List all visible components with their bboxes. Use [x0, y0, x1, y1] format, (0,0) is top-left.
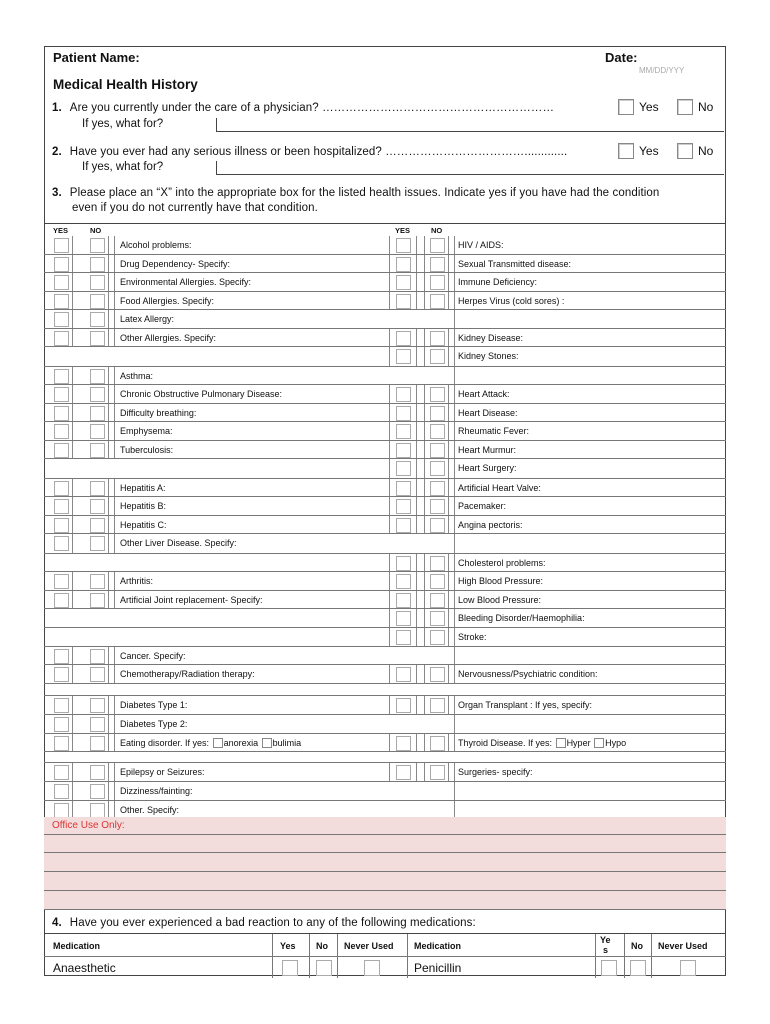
- right-no-checkbox[interactable]: [430, 294, 445, 309]
- condition-label: Food Allergies. Specify:: [120, 295, 215, 306]
- right-no-checkbox[interactable]: [430, 424, 445, 439]
- hyper-checkbox[interactable]: [556, 738, 566, 748]
- never-used-header: Never Used: [344, 941, 394, 951]
- left-no-checkbox[interactable]: [90, 649, 105, 664]
- condition-label: Rheumatic Fever:: [458, 426, 530, 436]
- left-no-checkbox[interactable]: [90, 574, 105, 589]
- left-yes-checkbox[interactable]: [54, 387, 69, 402]
- q1-answer-field[interactable]: [216, 118, 724, 132]
- condition-label: Artificial Heart Valve:: [458, 482, 541, 493]
- left-yes-checkbox[interactable]: [54, 717, 69, 732]
- no-header-2: No: [631, 941, 643, 951]
- condition-label: Drug Dependency- Specify:: [120, 258, 231, 269]
- left-yes-checkbox[interactable]: [54, 593, 69, 608]
- right-yes-checkbox[interactable]: [396, 387, 411, 402]
- right-no-checkbox[interactable]: [430, 765, 445, 780]
- grid-header-row: [44, 223, 726, 236]
- question-4: 4. Have you ever experienced a bad reaction to any of the following medications:: [52, 917, 476, 929]
- office-use-row[interactable]: [44, 853, 726, 872]
- right-no-checkbox[interactable]: [430, 481, 445, 496]
- condition-label: Other Allergies. Specify:: [120, 332, 217, 343]
- condition-row: [44, 684, 726, 696]
- condition-row: [44, 628, 726, 647]
- left-yes-checkbox[interactable]: [54, 275, 69, 290]
- condition-row: [44, 385, 726, 404]
- condition-row: [44, 404, 726, 423]
- office-use-row[interactable]: [44, 891, 726, 910]
- condition-label: Asthma:: [120, 370, 154, 381]
- no-header: No: [316, 941, 328, 951]
- right-no-checkbox[interactable]: [430, 593, 445, 608]
- left-no-checkbox[interactable]: [90, 406, 105, 421]
- hypo-checkbox[interactable]: [594, 738, 604, 748]
- right-no-checkbox[interactable]: [430, 406, 445, 421]
- condition-row: [44, 752, 726, 763]
- condition-label: Hepatitis C:: [120, 519, 167, 530]
- anaesthetic-yes-checkbox[interactable]: [282, 960, 298, 976]
- condition-label: Kidney Stones:: [458, 351, 519, 361]
- condition-row: [44, 441, 726, 460]
- condition-row: [44, 497, 726, 516]
- condition-row: [44, 715, 726, 734]
- left-no-checkbox[interactable]: [90, 765, 105, 780]
- question-2: 2. Have you ever had any serious illness or been hospitalized? ……………………………….............: [52, 146, 568, 158]
- condition-label: Dizziness/fainting:: [120, 786, 193, 796]
- left-yes-checkbox[interactable]: [54, 698, 69, 713]
- date-format-hint: MM/DD/YYY: [639, 66, 685, 75]
- condition-row: [44, 255, 726, 274]
- right-yes-checkbox[interactable]: [396, 574, 411, 589]
- right-yes-checkbox[interactable]: [396, 698, 411, 713]
- right-no-checkbox[interactable]: [430, 574, 445, 589]
- condition-label: Low Blood Pressure:: [458, 594, 542, 605]
- patient-name-label: Patient Name:: [53, 50, 140, 65]
- condition-label: Heart Murmur:: [458, 444, 517, 455]
- condition-row: [44, 734, 726, 753]
- question-1: 1. Are you currently under the care of a physician? ……………………………………………………: [52, 102, 555, 114]
- right-yes-checkbox[interactable]: [396, 499, 411, 514]
- left-no-checkbox[interactable]: [90, 698, 105, 713]
- right-no-checkbox[interactable]: [430, 667, 445, 682]
- condition-row: [44, 554, 726, 573]
- condition-row: [44, 236, 726, 255]
- right-yes-header: YES: [395, 226, 411, 235]
- left-yes-checkbox[interactable]: [54, 574, 69, 589]
- condition-label: Pacemaker:: [458, 501, 507, 511]
- left-yes-checkbox[interactable]: [54, 257, 69, 272]
- medication-header-2: Medication: [414, 941, 462, 951]
- left-no-checkbox[interactable]: [90, 294, 105, 309]
- condition-row: [44, 292, 726, 311]
- office-use-row[interactable]: [44, 872, 726, 891]
- condition-label: Hepatitis A:: [120, 482, 166, 493]
- anorexia-checkbox[interactable]: [213, 738, 223, 748]
- right-yes-checkbox[interactable]: [396, 630, 411, 645]
- right-no-checkbox[interactable]: [430, 443, 445, 458]
- condition-label: Chemotherapy/Radiation therapy:: [120, 669, 255, 679]
- condition-row: [44, 459, 726, 479]
- condition-label: Tuberculosis:: [120, 444, 174, 455]
- right-yes-checkbox[interactable]: [396, 481, 411, 496]
- condition-row: [44, 647, 726, 666]
- left-yes-checkbox[interactable]: [54, 443, 69, 458]
- condition-label: Surgeries- specify:: [458, 767, 533, 777]
- condition-row: [44, 422, 726, 441]
- office-use-label: Office Use Only:: [52, 820, 125, 831]
- condition-row: [44, 782, 726, 801]
- condition-label: Arthritis:: [120, 576, 154, 586]
- right-yes-checkbox[interactable]: [396, 556, 411, 571]
- left-no-checkbox[interactable]: [90, 717, 105, 732]
- condition-row: [44, 665, 726, 684]
- condition-label: Diabetes Type 2:: [120, 719, 188, 729]
- medication-name: Penicillin: [414, 961, 462, 975]
- condition-label: Nervousness/Psychiatric condition:: [458, 669, 598, 679]
- left-no-header: NO: [90, 226, 102, 235]
- office-use-row[interactable]: [44, 835, 726, 853]
- left-yes-checkbox[interactable]: [54, 238, 69, 253]
- penicillin-yes-checkbox[interactable]: [601, 960, 617, 976]
- condition-label: Cancer. Specify:: [120, 650, 186, 661]
- condition-row: [44, 572, 726, 591]
- left-yes-checkbox[interactable]: [54, 736, 69, 751]
- right-yes-checkbox[interactable]: [396, 518, 411, 533]
- left-yes-checkbox[interactable]: [54, 499, 69, 514]
- left-yes-checkbox[interactable]: [54, 784, 69, 799]
- right-no-checkbox[interactable]: [430, 499, 445, 514]
- condition-row: [44, 609, 726, 628]
- right-yes-checkbox[interactable]: [396, 294, 411, 309]
- condition-label: Immune Deficiency:: [458, 277, 538, 287]
- right-yes-checkbox[interactable]: [396, 443, 411, 458]
- anaesthetic-never-checkbox[interactable]: [364, 960, 380, 976]
- right-no-checkbox[interactable]: [430, 736, 445, 751]
- left-no-checkbox[interactable]: [90, 312, 105, 327]
- condition-row: [44, 329, 726, 348]
- condition-label: Other. Specify:: [120, 804, 180, 815]
- condition-label: Chronic Obstructive Pulmonary Disease:: [120, 389, 283, 399]
- left-no-checkbox[interactable]: [90, 481, 105, 496]
- left-yes-checkbox[interactable]: [54, 331, 69, 346]
- right-yes-checkbox[interactable]: [396, 331, 411, 346]
- left-yes-checkbox[interactable]: [54, 803, 69, 818]
- left-no-checkbox[interactable]: [90, 238, 105, 253]
- left-yes-checkbox[interactable]: [54, 369, 69, 384]
- left-no-checkbox[interactable]: [90, 536, 105, 551]
- condition-label: High Blood Pressure:: [458, 576, 544, 586]
- right-yes-checkbox[interactable]: [396, 349, 411, 364]
- condition-row: [44, 347, 726, 367]
- right-yes-checkbox[interactable]: [396, 461, 411, 476]
- condition-label: Diabetes Type 1:: [120, 700, 188, 710]
- condition-label: Difficulty breathing:: [120, 407, 197, 418]
- q1-yes-checkbox[interactable]: Yes: [618, 99, 659, 115]
- eating-disorder-label: Eating disorder. If yes: anorexia bulimia: [120, 737, 302, 748]
- condition-label: Epilepsy or Seizures:: [120, 767, 205, 777]
- left-yes-checkbox[interactable]: [54, 518, 69, 533]
- left-no-checkbox[interactable]: [90, 803, 105, 818]
- q1-no-checkbox[interactable]: No: [677, 99, 713, 115]
- left-yes-checkbox[interactable]: [54, 424, 69, 439]
- condition-row: [44, 273, 726, 292]
- right-yes-checkbox[interactable]: [396, 238, 411, 253]
- right-no-checkbox[interactable]: [430, 331, 445, 346]
- left-no-checkbox[interactable]: [90, 257, 105, 272]
- right-yes-checkbox[interactable]: [396, 257, 411, 272]
- condition-row: [44, 591, 726, 610]
- condition-row: [44, 310, 726, 329]
- left-yes-header: YES: [53, 226, 69, 235]
- condition-label: Latex Allergy:: [120, 314, 175, 324]
- left-no-checkbox[interactable]: [90, 784, 105, 799]
- right-no-checkbox[interactable]: [430, 275, 445, 290]
- left-no-checkbox[interactable]: [90, 369, 105, 384]
- left-no-checkbox[interactable]: [90, 443, 105, 458]
- condition-label: Kidney Disease:: [458, 332, 524, 343]
- condition-row: [44, 479, 726, 498]
- right-no-checkbox[interactable]: [430, 461, 445, 476]
- right-no-checkbox[interactable]: [430, 518, 445, 533]
- condition-row: [44, 516, 726, 535]
- condition-row: [44, 763, 726, 782]
- condition-label: Sexual Transmitted disease:: [458, 258, 572, 269]
- left-yes-checkbox[interactable]: [54, 649, 69, 664]
- medications-table: [44, 933, 726, 975]
- condition-label: Heart Surgery:: [458, 463, 517, 473]
- yes-header: Yes: [280, 941, 296, 951]
- right-no-checkbox[interactable]: [430, 630, 445, 645]
- condition-label: Emphysema:: [120, 426, 173, 436]
- never-used-header-2: Never Used: [658, 941, 708, 951]
- right-no-checkbox[interactable]: [430, 387, 445, 402]
- right-yes-checkbox[interactable]: [396, 593, 411, 608]
- left-yes-checkbox[interactable]: [54, 294, 69, 309]
- right-yes-checkbox[interactable]: [396, 667, 411, 682]
- condition-label: HIV / AIDS:: [458, 240, 504, 250]
- condition-label: Alcohol problems:: [120, 240, 192, 250]
- yes-header-2b: s: [603, 945, 609, 955]
- office-use-row: [44, 817, 726, 835]
- medication-name: Anaesthetic: [53, 961, 116, 975]
- condition-label: Bleeding Disorder/Haemophilia:: [458, 613, 585, 623]
- right-no-checkbox[interactable]: [430, 556, 445, 571]
- q1-if-yes-label: If yes, what for?: [82, 118, 164, 130]
- right-no-checkbox[interactable]: [430, 698, 445, 713]
- condition-label: Angina pectoris:: [458, 519, 523, 530]
- left-no-checkbox[interactable]: [90, 736, 105, 751]
- left-yes-checkbox[interactable]: [54, 667, 69, 682]
- q2-no-checkbox[interactable]: No: [677, 143, 713, 159]
- left-yes-checkbox[interactable]: [54, 312, 69, 327]
- q2-if-yes-label: If yes, what for?: [82, 161, 164, 173]
- right-yes-checkbox[interactable]: [396, 275, 411, 290]
- left-no-checkbox[interactable]: [90, 275, 105, 290]
- left-yes-checkbox[interactable]: [54, 406, 69, 421]
- left-yes-checkbox[interactable]: [54, 536, 69, 551]
- left-no-checkbox[interactable]: [90, 331, 105, 346]
- left-yes-checkbox[interactable]: [54, 481, 69, 496]
- right-yes-checkbox[interactable]: [396, 424, 411, 439]
- penicillin-no-checkbox[interactable]: [630, 960, 646, 976]
- left-no-checkbox[interactable]: [90, 424, 105, 439]
- right-yes-checkbox[interactable]: [396, 736, 411, 751]
- anaesthetic-no-checkbox[interactable]: [316, 960, 332, 976]
- thyroid-disease-label: Thyroid Disease. If yes: Hyper Hypo: [458, 737, 627, 748]
- yes-header-2: Ye: [600, 935, 611, 945]
- condition-row: [44, 696, 726, 715]
- right-no-header: NO: [431, 226, 443, 235]
- right-no-checkbox[interactable]: [430, 257, 445, 272]
- condition-label: Other Liver Disease. Specify:: [120, 538, 237, 548]
- penicillin-never-checkbox[interactable]: [680, 960, 696, 976]
- right-no-checkbox[interactable]: [430, 238, 445, 253]
- condition-label: Hepatitis B:: [120, 501, 167, 511]
- medication-header: Medication: [53, 941, 101, 951]
- date-label: Date:: [605, 50, 638, 65]
- bulimia-checkbox[interactable]: [262, 738, 272, 748]
- right-yes-checkbox[interactable]: [396, 765, 411, 780]
- left-no-checkbox[interactable]: [90, 499, 105, 514]
- left-no-checkbox[interactable]: [90, 518, 105, 533]
- condition-label: Organ Transplant : If yes, specify:: [458, 700, 593, 710]
- condition-label: Stroke:: [458, 631, 487, 642]
- right-yes-checkbox[interactable]: [396, 406, 411, 421]
- q2-yes-checkbox[interactable]: Yes: [618, 143, 659, 159]
- condition-label: Cholesterol problems:: [458, 557, 546, 568]
- condition-label: Herpes Virus (cold sores) :: [458, 295, 565, 306]
- q2-answer-field[interactable]: [216, 161, 724, 175]
- condition-label: Heart Disease:: [458, 407, 518, 418]
- condition-row: [44, 534, 726, 554]
- right-no-checkbox[interactable]: [430, 349, 445, 364]
- left-yes-checkbox[interactable]: [54, 765, 69, 780]
- right-no-checkbox[interactable]: [430, 611, 445, 626]
- page-title: Medical Health History: [53, 77, 198, 92]
- conditions-grid: [44, 223, 726, 815]
- left-no-checkbox[interactable]: [90, 667, 105, 682]
- condition-row: [44, 367, 726, 386]
- condition-label: Heart Attack:: [458, 389, 510, 399]
- condition-label: Artificial Joint replacement- Specify:: [120, 594, 263, 605]
- left-no-checkbox[interactable]: [90, 387, 105, 402]
- left-no-checkbox[interactable]: [90, 593, 105, 608]
- question-3: 3. Please place an “X” into the appropriate box for the listed health issues. Indicate yes if you have had the condition even if you do not currently have that condition.: [52, 187, 660, 214]
- right-yes-checkbox[interactable]: [396, 611, 411, 626]
- condition-label: Environmental Allergies. Specify:: [120, 277, 252, 287]
